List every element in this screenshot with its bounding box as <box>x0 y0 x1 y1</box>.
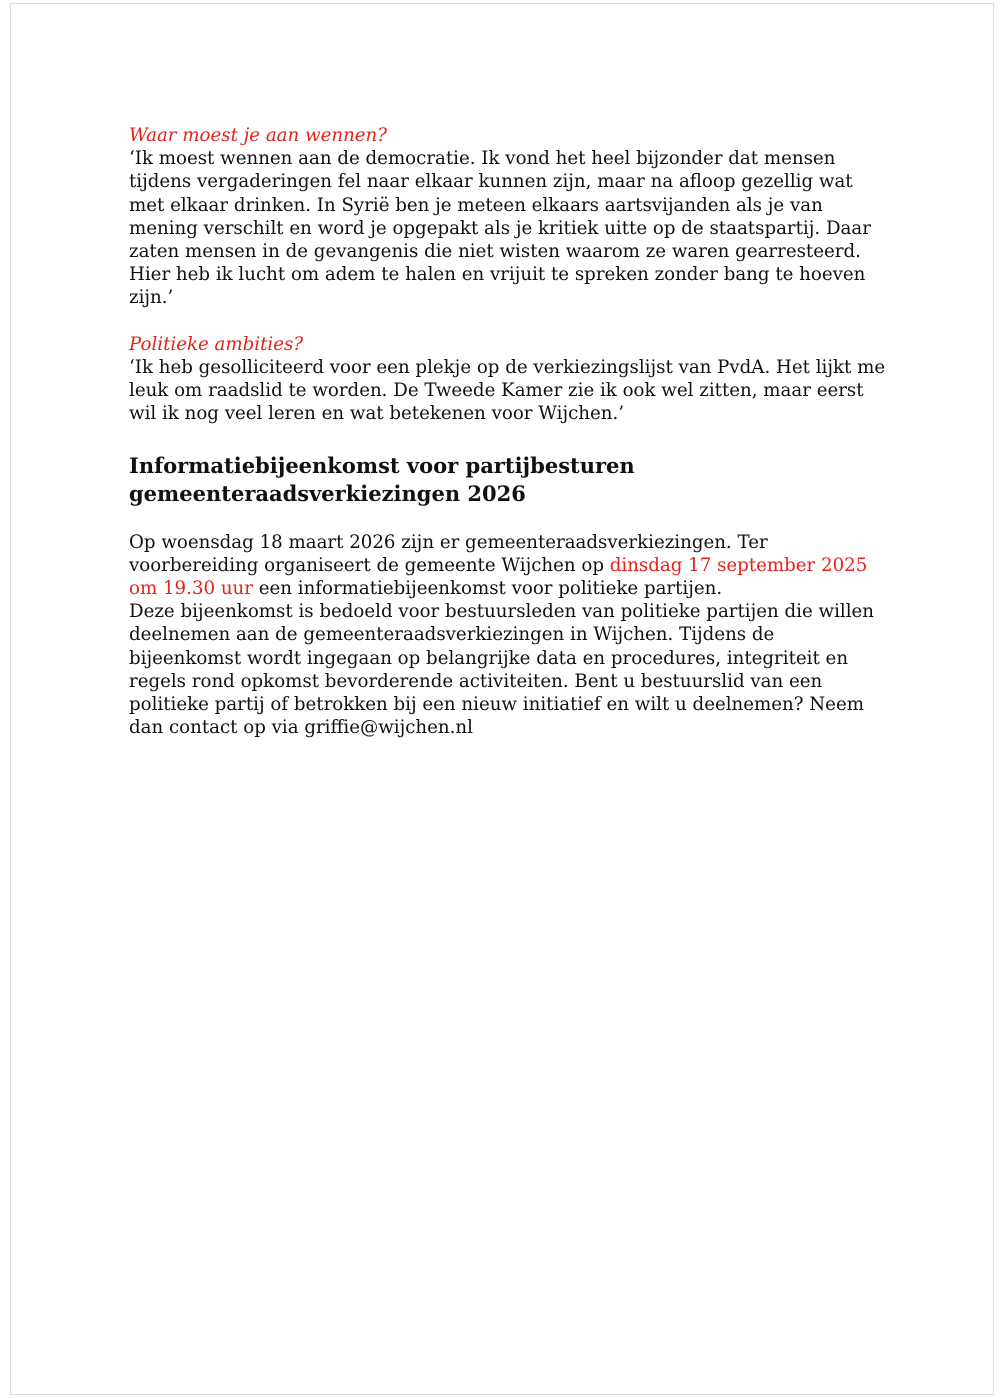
interview-question-2: Politieke ambities? <box>129 333 304 355</box>
article-paragraph-1 <box>129 531 889 601</box>
article-paragraph-1-end: een informatiebijeenkomst voor politieke partijen. <box>252 578 723 600</box>
paragraph-spacer <box>129 310 889 333</box>
article-heading-line-2: gemeenteraadsverkiezingen 2026 <box>129 480 526 506</box>
interview-answer-2: ‘Ik heb gesolliciteerd voor een plekje op de verkiezingslijst van PvdA. Het lijkt me leuk om raadslid te worden. De Tweede Kamer zie ik ook wel zitten, maar eerst wil ik nog veel leren en wat betekenen voor Wijchen.’ <box>129 357 886 425</box>
document-content <box>129 124 889 739</box>
article-paragraph-2: Deze bijeenkomst is bedoeld voor bestuursleden van politieke partijen die willen deelnemen aan de gemeenteraadsverkiezingen in Wijchen. Tijdens de bijeenkomst wordt ingegaan op belangrijke data en procedures, integriteit en regels rond opkomst bevorderende activiteiten. Bent u bestuurslid van een politieke partij of betrokken bij een nieuw initiatief en wilt u deelnemen? Neem dan contact op via griffie@wijchen.nl <box>129 601 875 739</box>
article-heading <box>129 452 889 508</box>
event-date-highlight: dinsdag 17 september 2025 om 19.30 uur <box>129 554 868 600</box>
interview-answer-1: ‘Ik moest wennen aan de democratie. Ik vond het heel bijzonder dat mensen tijdens vergaderingen fel naar elkaar kunnen zijn, maar na afloop gezellig wat met elkaar drinken. In Syrië ben je meteen elkaars aartsvijanden als je van mening verschilt en word je opgepakt als je kritiek uitte op de staatspartij. Daar zaten mensen in de gevangenis die niet wisten waarom ze waren gearresteerd. Hier heb ik lucht om adem te halen en vrijuit te spreken zonder bang te hoeven zijn.’ <box>129 148 871 309</box>
article-paragraph-1-start: Op woensdag 18 maart 2026 zijn er gemeenteraadsverkiezingen. Ter voorbereiding organiseert de gemeente Wijchen op <box>129 531 768 576</box>
article-heading-line-1: Informatiebijeenkomst voor partijbesturen <box>129 452 635 478</box>
interview-question-1: Waar moest je aan wennen? <box>129 125 388 146</box>
document-page <box>10 3 994 1395</box>
paragraph-spacer <box>129 426 889 452</box>
paragraph-spacer <box>129 508 889 531</box>
